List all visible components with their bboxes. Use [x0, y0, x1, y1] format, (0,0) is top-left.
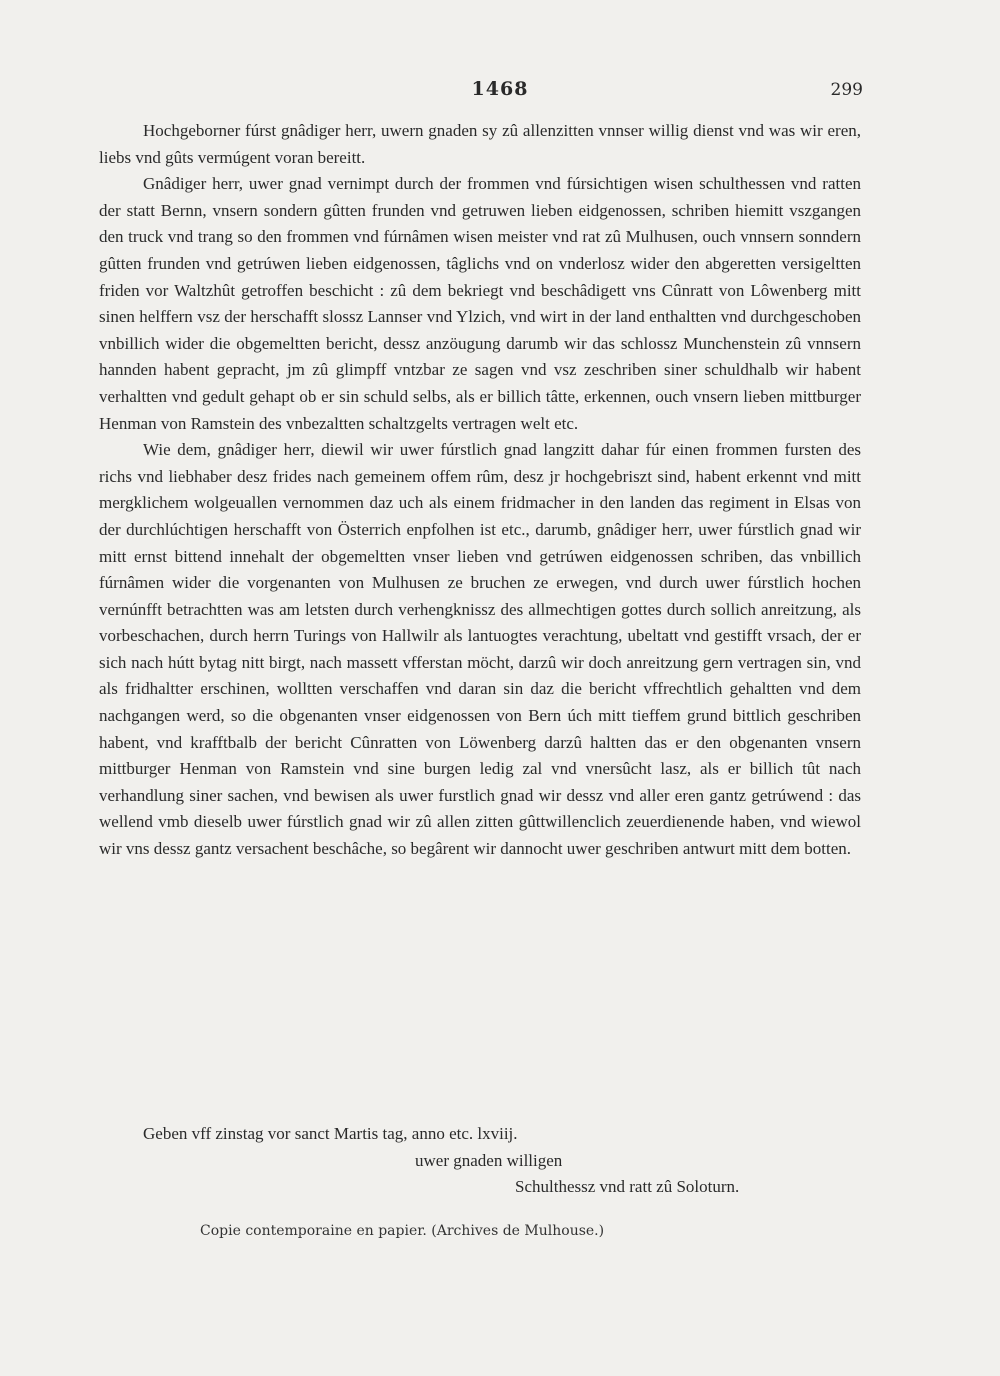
source-note: Copie contemporaine en papier. (Archives de Mulhouse.) — [200, 1223, 605, 1239]
running-header-year: 1468 — [471, 78, 529, 100]
page-number: 299 — [830, 80, 863, 100]
letter-body — [99, 118, 861, 863]
dateline: Geben vff zinstag vor sanct Martis tag, anno etc. lxviij. — [143, 1124, 518, 1143]
closing-greeting: uwer gnaden willigen — [415, 1150, 563, 1170]
paragraph-complaint: Gnâdiger herr, uwer gnad vernimpt durch der frommen vnd fúrsichtigen wisen schulthessen vnd ratten der statt Bernn, vnsern sondern gûtten frunden vnd getruwen lieben eidgenossen, schriben hiemitt vszgangen den truck vnd trang so den frommen vnd fúrnâmen wisen meister vnd rat zû Mulhusen, ouch vnnsern sonndern gûtten frunden vnd getrúwen lieben eidgenossen, tâglichs vnd on vnderlosz wider den abgeretten versigeltten friden vor Waltzhût getroffen beschicht : zû dem bekriegt vnd beschâdigett vns Cûnratt von Lôwenberg mitt sinen helffern vsz der herschafft slossz Lannser vnd Ylzich, vnd wirt in der land enthaltten vnd durchgeschoben vnbillich wider die obgemeltten bericht, dessz anzöugung darumb wir das schlossz Munchenstein zû vnnsern hannden habent gepracht, jm zû glimpff vntzbar ze sagen vnd vsz zeschriben siner schuldhalb wir habent verhaltten vnd gedult gehapt ob er sin schuld selbs, als er billich tâtte, erkennen, ouch vnsern lieben mittburger Henman von Ramstein des vnbezaltten schaltzgelts vertragen welt etc. — [99, 174, 861, 433]
paragraph-salutation: Hochgeborner fúrst gnâdiger herr, uwern gnaden sy zû allenzitten vnnser willig dienst vnd was wir eren, liebs vnd gûts vermúgent voran bereitt. — [99, 121, 861, 167]
signature: Schulthessz vnd ratt zû Soloturn. — [515, 1177, 740, 1197]
paragraph-request: Wie dem, gnâdiger herr, diewil wir uwer fúrstlich gnad langzitt dahar fúr einen frommen fursten des richs vnd liebhaber desz frides nach gemeinem offem rûm, desz jr hochgebriszt sind, habent erkennt vnd mitt mergklichem wolgeuallen vernommen daz uch als einem fridmacher in den landen das regiment in Elsas von der durchlúchtigen herschafft von Österrich enpfolhen ist etc., darumb, gnâdiger herr, uwer fúrstlich gnad wir mitt ernst bittend innehalt der obgemeltten vnser lieben vnd getrúwen eidgenossen schriben, das vnbillich fúrnâmen wider die vorgenanten von Mulhusen ze bruchen ze erwegen, vnd durch uwer fúrstlich hochen vernúnfft betrachtten was am letsten durch verhengknissz des allmechtigen gottes durch sollich anreitzung, als vorbeschachen, durch herrn Turings von Hallwilr als lantuogtes verachtung, ubeltatt vnd gestifft vrsach, der er sich nach hútt bytag nitt birgt, nach massett vfferstan möcht, darzû wir doch anreitzung gern vertragen sin, vnd als fridhaltter erschinen, wolltten verschaffen vnd daran sin daz die bericht vffrechtlich gehaltten vnd dem nachgangen werd, so die obgenanten vnser eidgenossen von Bern úch mitt tieffem grund bittlich geschriben habent, vnd krafftbalb der bericht Cûnratten von Löwenberg darzû haltten das er den obgenanten vnsern mittburger Henman von Ramstein vnd sine burgen ledig zal vnd vnersûcht lasz, als er billich tût nach verhandlung siner sachen, vnd bewisen als uwer furstlich gnad wir dessz vnd aller eren gantz getrúwend : das wellend vmb dieselb uwer fúrstlich gnad wir zû allen zitten gûttwillenclich zeuerdienende haben, vnd wiewol wir vns dessz gantz versachent beschâche, so begârent wir dannocht uwer geschriben antwurt mitt dem botten. — [99, 440, 861, 859]
letter-closing — [99, 1121, 861, 1201]
